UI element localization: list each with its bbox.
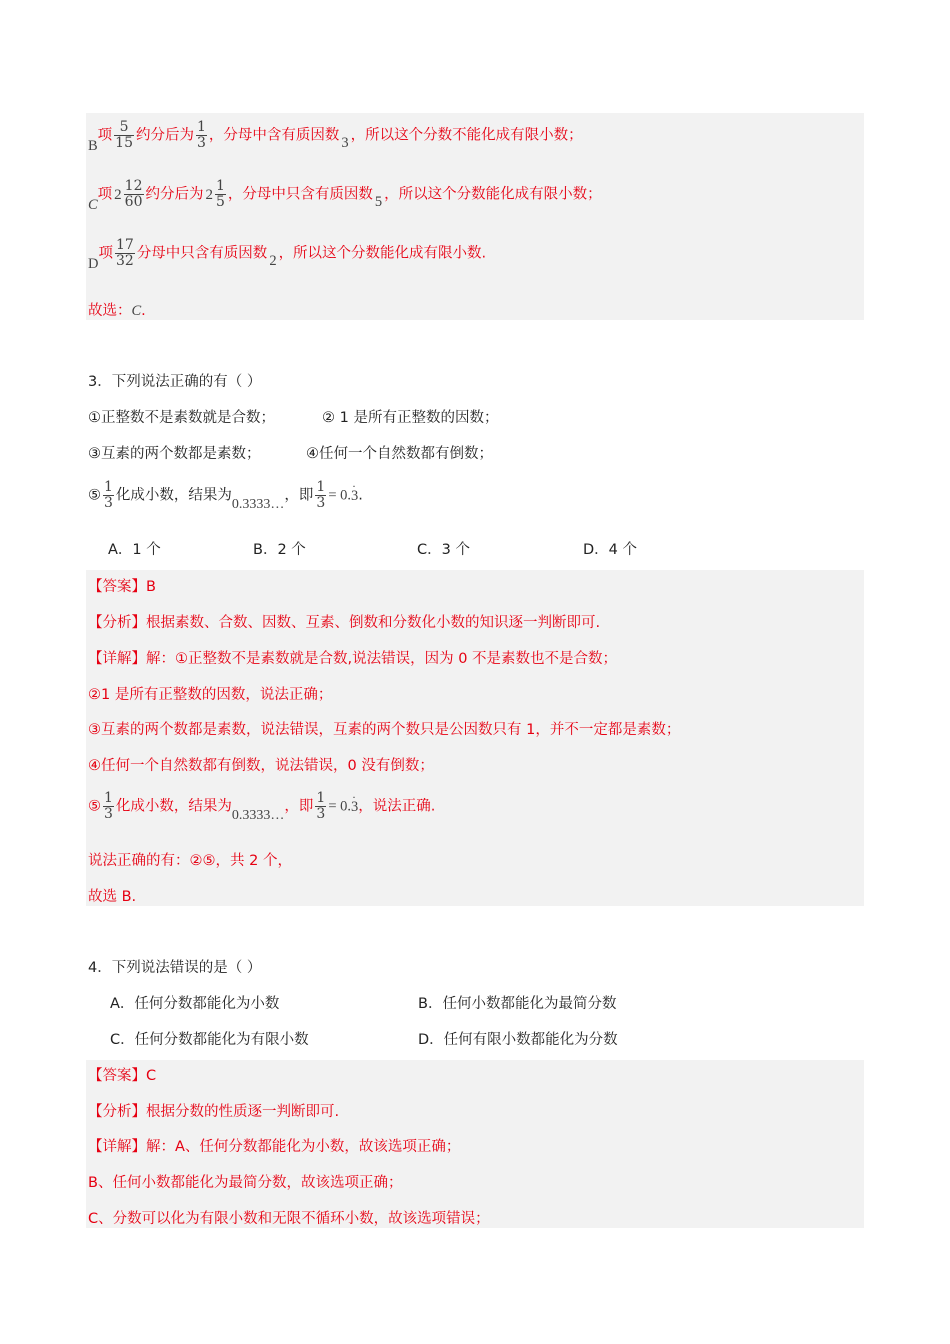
q3-answer: 【答案】B [88,579,156,595]
q3-conclusion: 说法正确的有：②⑤，共 2 个， [88,853,292,869]
q4-analysis: 【分析】根据分数的性质逐一判断即可. [88,1104,340,1120]
q4-detail-3: C、分数可以化为有限小数和无限不循环小数，故该选项错误； [88,1211,490,1227]
repeating-digit: 3 · [351,488,358,504]
option-letter: B [88,137,98,154]
repeating-digit: 3 · [351,799,358,815]
q3-option-d[interactable]: D．4 个 [583,542,637,558]
q4-option-b[interactable]: B．任何小数都能化为最简分数 [418,996,617,1012]
q3-detail-2: ②1 是所有正整数的因数，说法正确； [88,687,333,703]
statement-2: ② 1 是所有正整数的因数； [322,410,499,426]
fraction: $\frac{1}{3}$ [316,790,326,822]
solution-line-b: B项 $\frac{5}{15}$ 约分后为 $\frac{1}{3}$ ，分母中含有质因数 3 ，所以这个分数不能化成有限小数； [88,119,583,154]
xiang-text: 项 [97,127,113,144]
fraction: $\frac{1}{3}$ [104,790,113,822]
q3-detail-1: 【详解】解：①正整数不是素数就是合数,说法错误，因为 0 不是素数也不是合数； [88,651,618,667]
fraction: $\frac{17}{32}$ [115,237,134,269]
question-3-stem: 3．下列说法正确的有（ ） [88,374,262,390]
statement-4: ④任何一个自然数都有倒数； [306,446,493,462]
q3-option-c[interactable]: C．3 个 [417,542,470,558]
fraction: $\frac{1}{3}$ [197,119,206,151]
decimal-value: 0.3333… [231,807,285,823]
q3-detail-5: ⑤ $\frac{1}{3}$ 化成小数，结果为0.3333…，即 $\frac{1}{3}$ = 0.3 ·，说法正确. [88,791,435,822]
final-choice-q2: 故选：C. [88,303,146,319]
solution-line-d: D项 $\frac{17}{32}$ 分母中只含有质因数 2 ，所以这个分数能化成有限小数. [88,237,487,272]
statement-3: ③互素的两个数都是素数； [88,446,261,462]
solution-line-c: C项 2 $\frac{12}{60}$ 约分后为 2 $\frac{1}{5}$ ，分母中只含有质因数 5 ，所以这个分数能化成有限小数； [88,178,602,213]
fraction: $\frac{5}{15}$ [115,119,133,151]
statement-1: ①正整数不是素数就是合数； [88,410,275,426]
q4-option-c[interactable]: C．任何分数都能化为有限小数 [110,1032,309,1048]
option-letter: D [88,255,99,272]
fraction: $\frac{1}{3}$ [316,479,326,511]
question-4-stem: 4．下列说法错误的是（ ） [88,960,262,976]
statement-5: ⑤ $\frac{1}{3}$ 化成小数，结果为0.3333…，即 $\frac{1}{3}$ = 0.3 ·. [88,480,363,511]
q3-analysis: 【分析】根据素数、合数、因数、互素、倒数和分数化小数的知识逐一判断即可. [88,615,601,631]
option-letter: C [88,196,98,213]
q3-choice: 故选 B. [88,889,137,905]
prime-factor: 3 [341,134,349,151]
q3-option-b[interactable]: B．2 个 [253,542,306,558]
fraction: $\frac{1}{3}$ [104,479,113,511]
q4-detail-2: B、任何小数都能化为最简分数，故该选项正确； [88,1175,403,1191]
q4-answer: 【答案】C [88,1068,157,1084]
q3-detail-4: ④任何一个自然数都有倒数，说法错误，0 没有倒数； [88,758,434,774]
prime-factor: 2 [269,252,277,269]
q4-detail-1: 【详解】解：A、任何分数都能化为小数，故该选项正确； [88,1139,461,1155]
q3-option-a[interactable]: A．1 个 [108,542,161,558]
q4-option-d[interactable]: D．任何有限小数都能化为分数 [418,1032,618,1048]
q4-option-a[interactable]: A．任何分数都能化为小数 [110,996,280,1012]
fraction: $\frac{1}{5}$ [216,178,225,210]
decimal-value: 0.3333… [231,496,285,512]
fraction: $\frac{12}{60}$ [124,178,143,210]
q3-detail-3: ③互素的两个数都是素数，说法错误，互素的两个数只是公因数只有 1，并不一定都是素数； [88,722,681,738]
prime-factor: 5 [374,193,383,210]
